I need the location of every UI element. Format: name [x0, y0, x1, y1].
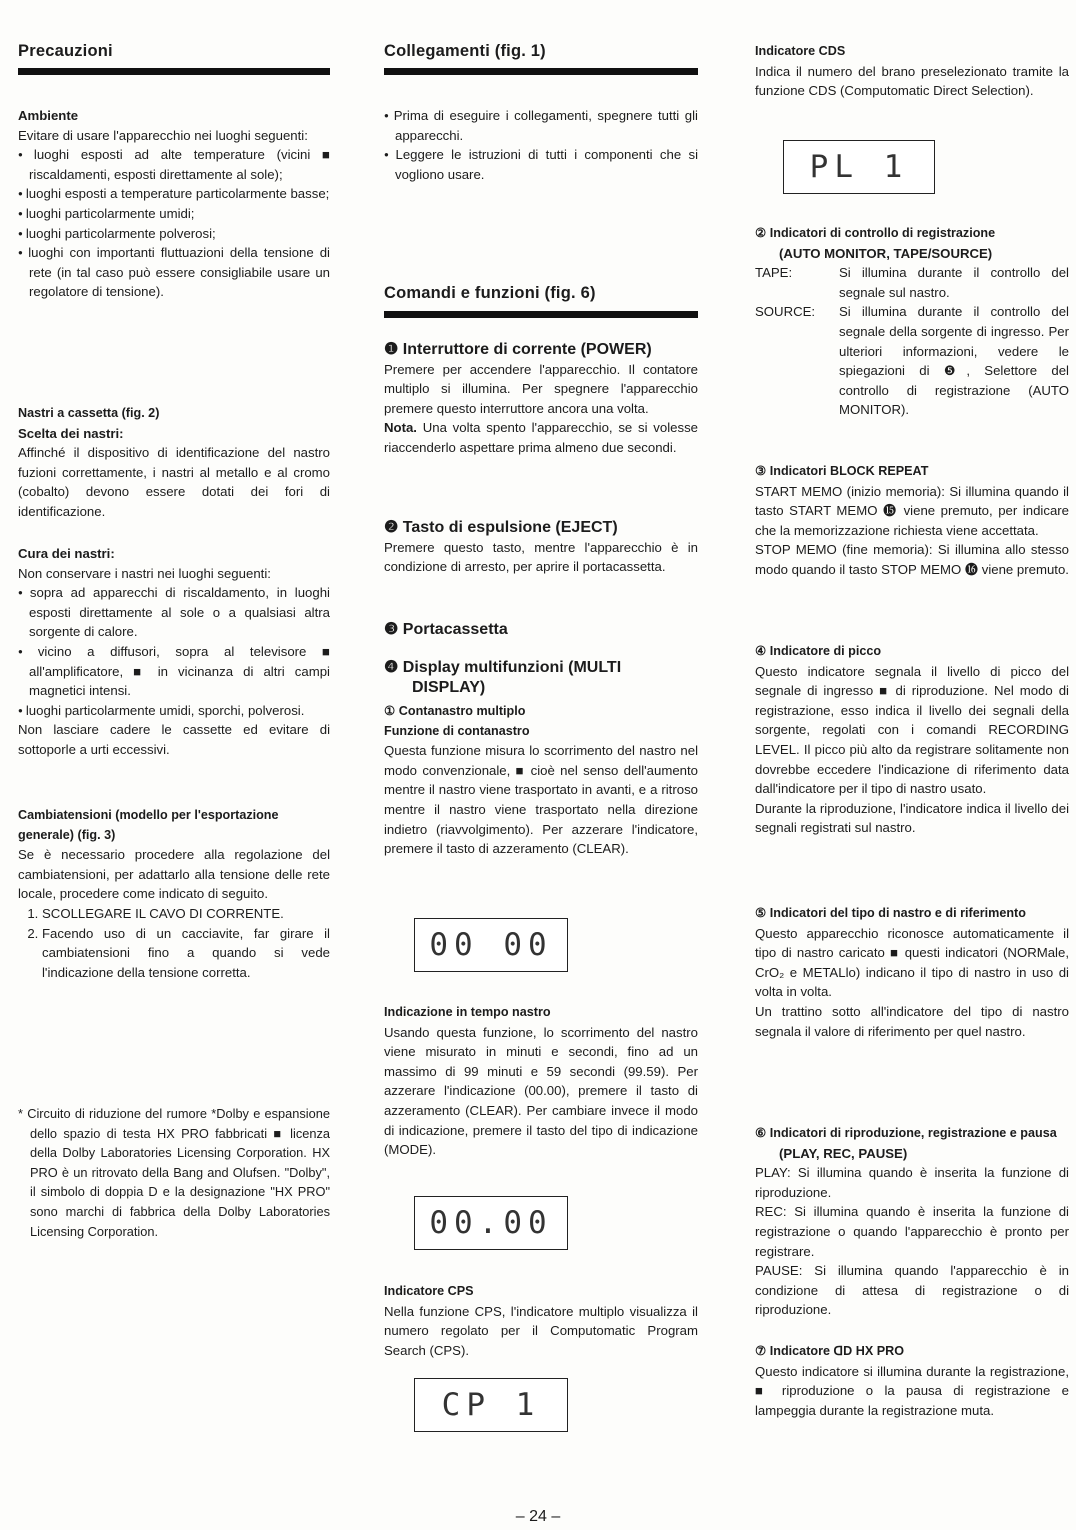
indicator-7-heading: Indicatore ᗡD HX PRO — [769, 1344, 905, 1358]
indicator-2-heading-2: (AUTO MONITOR, TAPE/SOURCE) — [779, 245, 993, 261]
indicator-4-block — [755, 642, 1069, 838]
pause-text: PAUSE: Si illumina quando l'apparecchio è in condizione di attesa di registrazione o di riproduzione. — [755, 1263, 1069, 1318]
indicator-6-heading-2: (PLAY, REC, PAUSE) — [779, 1145, 908, 1161]
circled-5-icon: ⑤ — [755, 906, 767, 920]
lcd-display-counter: 00 00 — [414, 918, 568, 972]
circled-6-icon: ⑥ — [755, 1126, 767, 1140]
cambiatensioni-heading: Cambiatensioni (modello per l'esportazione generale) (fig. 3) — [18, 808, 279, 842]
footnote-text: * Circuito di riduzione del rumore *Dolby e espansione dello spazio di testa HX PRO fabbricati ■ licenza della Dolby Laboratories Licensing Corporation. HX PRO è un ritrovato della Bang and Olufsen. "Dolby", il simbolo di doppia D e la designazione "HX PRO" sono marchi di fabbrica della Dolby Laboratories Licensing Corporation. — [18, 1106, 330, 1239]
cura-heading: Cura dei nastri: — [18, 546, 115, 561]
cambiatensioni-text: Se è necessario procedere alla regolazione del cambiatensioni, per adattarlo alla tensione delle rete locale, procedere come indicato di seguito. — [18, 847, 330, 902]
cps-heading: Indicatore CPS — [384, 1284, 474, 1298]
cps-block — [384, 1282, 698, 1360]
funzione-text: Questa funzione misura lo scorrimento del nastro nel modo convenzionale, ■ cioè nel senso dell'aumento mentre il nastro viene trasportato in avanti, e a ritroso mentre il nastro viene trasportato nella direzione indietro (riavvolgimento). Per azzerare l'indicatore, premere il tasto di azzeramento (CLEAR). — [384, 743, 698, 857]
note-label: Nota. — [384, 420, 417, 436]
source-label: SOURCE: — [755, 304, 816, 320]
indicator-2-list — [755, 263, 1069, 420]
control-2-heading: Tasto di espulsione (EJECT) — [402, 519, 618, 536]
indicator-5-text-2: Un trattino sotto all'indicatore del tipo di nastro segnala il valore di riferimento per quel nastro. — [755, 1003, 1069, 1039]
title-rule — [18, 68, 330, 75]
note-text: Una volta spento l'apparecchio, se si volesse riaccenderlo aspettare prima almeno due secondi. — [384, 420, 698, 455]
list-item: ● sopra ad apparecchi di riscaldamento, in luoghi esposti direttamente al sole o a qualsiasi altra sorgente di calore. — [18, 583, 330, 642]
cura-outro: Non lasciare cadere le cassette ed evitare di sottoporle a urti eccessivi. — [18, 722, 330, 757]
cura-block — [18, 544, 330, 760]
title-rule — [384, 311, 698, 318]
lcd-display-time: 00.00 — [414, 1196, 568, 1250]
cds-text: Indica il numero del brano preselezionato tramite la funzione CDS (Computomatic Direct Selection). — [755, 63, 1069, 99]
tempo-block — [384, 1003, 698, 1160]
nastri-text: Affinché il dispositivo di identificazione del nastro fuzioni correttamente, i nastri al metallo e al cromo (cobalto) devono essere dotati dei fori di identificazione. — [18, 445, 330, 519]
indicator-5-heading: Indicatori del tipo di nastro e di riferimento — [769, 906, 1026, 920]
cambiatensioni-block — [18, 806, 330, 982]
list-item: 1. SCOLLEGARE IL CAVO DI CORRENTE. — [42, 904, 330, 924]
ambiente-list — [18, 145, 330, 302]
tape-label: TAPE: — [755, 265, 793, 281]
contanastro-heading: Contanastro multiplo — [398, 704, 526, 718]
control-1-text: Premere per accendere l'apparecchio. Il contatore multiplo si illumina. Per spegnere l'apparecchio premere questo interruttore ancora una volta. — [384, 361, 698, 416]
control-3-heading: Portacassetta — [402, 621, 508, 638]
tempo-heading: Indicazione in tempo nastro — [384, 1005, 551, 1019]
circled-7-icon: ⑦ — [755, 1344, 767, 1358]
column-3 — [755, 0, 1069, 1480]
indicator-5-text-1: Questo apparecchio riconosce automaticamente il tipo di nastro caricato ■ questi indicatori (NORMale, CrO₂ e METALlo) indicano il tipo di nastro in uso di volta in volta. — [755, 925, 1069, 1000]
indicator-7-block — [755, 1342, 1069, 1420]
play-text: PLAY: Si illumina quando è inserita la funzione di riproduzione. — [755, 1165, 1069, 1200]
column-1 — [18, 0, 330, 1480]
list-item: ● Leggere le istruzioni di tutti i componenti che si vogliono usare. — [384, 145, 698, 184]
tape-text: Si illumina durante il controllo del segnale sul nastro. — [839, 265, 1069, 300]
number-1-icon: ❶ — [384, 341, 399, 358]
cps-text: Nella funzione CPS, l'indicatore multiplo visualizza il numero regolato per il Computomatic Program Search (CPS). — [384, 1303, 698, 1358]
ambiente-heading: Ambiente — [18, 108, 79, 123]
ambiente-intro: Evitare di usare l'apparecchio nei luoghi seguenti: — [18, 127, 308, 143]
funzione-heading: Funzione di contanastro — [384, 723, 530, 738]
indicator-7-text: Questo indicatore si illumina durante la registrazione, ■ riproduzione o la pausa di registrazione e lampeggia durante la registrazione muta. — [755, 1363, 1069, 1418]
indicator-3-block — [755, 462, 1069, 580]
circled-1-icon: ① — [384, 704, 396, 718]
lcd-display-cps: CP 1 — [414, 1378, 568, 1432]
source-text: Si illumina durante il controllo del segnale della sorgente di ingresso. Per ulteriori informazioni, vedere le spiegazioni di ❺, Selettore del controllo di registrazione (AUTO MONITOR). — [839, 304, 1069, 418]
indicator-2-block — [755, 224, 1069, 420]
section-title-comandi: Comandi e funzioni (fig. 6) — [384, 284, 596, 302]
indicator-4-text-2: Durante la riproduzione, l'indicatore indica il livello dei segnali registrati sul nastro. — [755, 800, 1069, 836]
indicator-6-block — [755, 1124, 1069, 1320]
nastri-heading: Nastri a cassetta (fig. 2) — [18, 406, 160, 420]
collegamenti-list — [384, 106, 698, 184]
list-item: ● luoghi esposti ad alte temperature (vicini ■ riscaldamenti, esposti direttamente al sole); — [18, 145, 330, 184]
list-item: ● luoghi esposti a temperature particolarmente basse; — [18, 184, 330, 204]
cura-intro: Non conservare i nastri nei luoghi seguenti: — [18, 565, 271, 581]
control-4-block — [384, 658, 698, 859]
title-rule — [384, 68, 698, 75]
indicator-4-text-1: Questo indicatore segnala il livello di picco del segnale di ingresso ■ di riproduzione. Nel modo di registrazione, esso indica il livello dei segnali della sorgente, regolati con i comandi RECORDING LEVEL. Il picco più alto da registrare solitamente non dovrebbe eccedere l'indicazione di riferimento data dall'indicatore per il tipo di nastro usato. — [755, 663, 1069, 797]
cds-heading: Indicatore CDS — [755, 44, 846, 58]
list-item: ● luoghi con importanti fluttuazioni della tensione di rete (in tal caso può essere consigliabile usare un regolatore di tensione). — [18, 243, 330, 302]
control-1-heading: Interruttore di corrente (POWER) — [402, 341, 652, 358]
collegamenti-block — [384, 106, 698, 184]
list-item: ● vicino a diffusori, sopra al televisore ■ all'amplificatore, ■ in vicinanza di altri campi magnetici intensi. — [18, 642, 330, 701]
indicator-6-heading: Indicatori di riproduzione, registrazione e pausa — [769, 1126, 1057, 1140]
rec-text: REC: Si illumina quando è inserita la funzione di registrazione o quando l'apparecchio è pronto per registrare. — [755, 1204, 1069, 1259]
indicator-3-text-1: START MEMO (inizio memoria): Si illumina quando il tasto START MEMO ⓯ viene premuto, per indicare che la memorizzazione richiesta viene accettata. — [755, 483, 1069, 538]
section-title-collegamenti: Collegamenti (fig. 1) — [384, 42, 546, 60]
cambiatensioni-steps — [18, 904, 330, 982]
list-item: ● luoghi particolarmente umidi, sporchi, polverosi. — [18, 701, 330, 721]
indicator-2-heading: Indicatori di controllo di registrazione — [769, 226, 996, 240]
control-2-block — [384, 518, 698, 577]
cura-list — [18, 583, 330, 720]
control-1-block — [384, 340, 698, 458]
indicator-4-heading: Indicatore di picco — [769, 644, 882, 658]
indicator-3-heading: Indicatori BLOCK REPEAT — [769, 464, 929, 478]
number-4-icon: ❹ — [384, 659, 399, 676]
circled-4-icon: ④ — [755, 644, 767, 658]
indicator-3-text-2: STOP MEMO (fine memoria): Si illumina allo stesso modo quando il tasto STOP MEMO ⓰ viene premuto. — [755, 542, 1069, 577]
page-number: – 24 – — [515, 1508, 561, 1525]
footnote — [18, 1104, 330, 1241]
circled-2-icon: ② — [755, 226, 767, 240]
control-3-block — [384, 620, 698, 640]
tempo-text: Usando questa funzione, lo scorrimento del nastro viene misurato in minuti e secondi, fino ad un massimo di 99 minuti e 59 secondi (99.59). Per azzerare l'indicazione (00.00), premere il tasto di azzeramento (CLEAR). Per cambiare invece il modo di indicazione, premere il tasto del tipo di indicazione (MODE). — [384, 1024, 698, 1158]
circled-3-icon: ③ — [755, 464, 767, 478]
control-4-heading: Display multifunzioni (MULTI DISPLAY) — [402, 659, 622, 696]
indicator-5-block — [755, 904, 1069, 1041]
nastri-subheading: Scelta dei nastri: — [18, 425, 124, 441]
list-item: ● luoghi particolarmente umidi; — [18, 204, 330, 224]
lcd-display-cds: PL 1 — [783, 140, 935, 194]
number-3-icon: ❸ — [384, 621, 399, 638]
number-2-icon: ❷ — [384, 519, 399, 536]
section-title-precauzioni: Precauzioni — [18, 42, 113, 60]
list-item: ● luoghi particolarmente polverosi; — [18, 224, 330, 244]
list-item: ● Prima di eseguire i collegamenti, spegnere tutti gli apparecchi. — [384, 106, 698, 145]
list-item: 2. Facendo uso di un cacciavite, far girare il cambiatensioni fino a quando si vede l'indicazione della tensione corretta. — [42, 924, 330, 983]
cds-block — [755, 42, 1069, 101]
control-2-text: Premere questo tasto, mentre l'apparecchio è in condizione di arresto, per aprire il portacassetta. — [384, 539, 698, 575]
nastri-block — [18, 404, 330, 522]
ambiente-block — [18, 106, 330, 302]
column-2 — [384, 0, 698, 1480]
